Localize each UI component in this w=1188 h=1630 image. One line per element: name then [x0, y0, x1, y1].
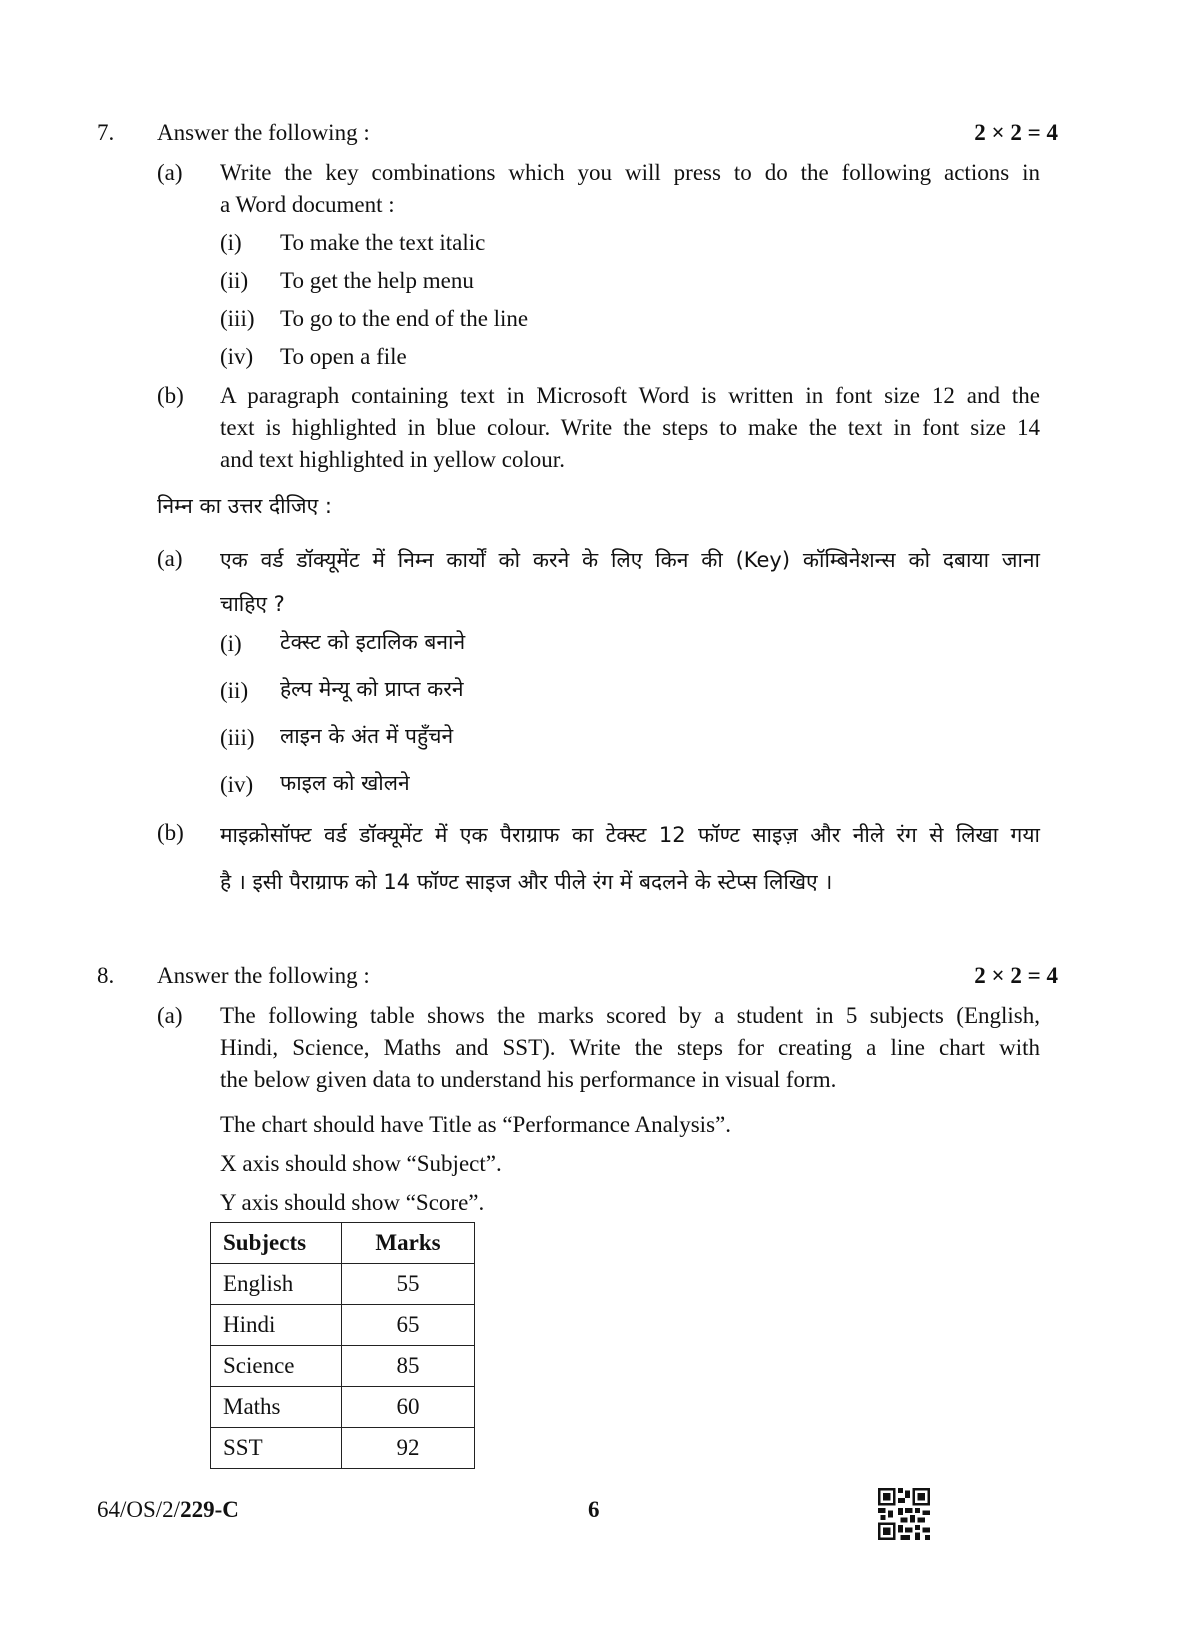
cell-marks: 60: [342, 1387, 475, 1428]
cell-marks: 92: [342, 1428, 475, 1469]
q7b-text: [220, 380, 1040, 476]
q7a-item4-num: (iv): [220, 344, 254, 369]
q7a-item2-num: (ii): [220, 268, 249, 293]
q7-hindi-a-label: (a): [157, 546, 183, 571]
q7-hindi-a-text: [220, 538, 1040, 626]
cell-subject: Hindi: [211, 1305, 342, 1346]
header-subjects: Subjects: [211, 1223, 342, 1264]
table-row: [211, 1264, 475, 1305]
q7a-item3-num: (iii): [220, 306, 255, 331]
cell-marks: 85: [342, 1346, 475, 1387]
q7-hindi-b-label: (b): [157, 820, 184, 845]
q7-marks: 2 × 2 = 4: [974, 120, 1058, 145]
cell-subject: SST: [211, 1428, 342, 1469]
q7a-item1-num: (i): [220, 230, 242, 255]
q7-hindi-b-line1: माइक्रोसॉफ्ट वर्ड डॉक्यूमेंट में एक पैराग्राफ का टेक्स्ट 12 फॉण्ट साइज़ और नीले रंग से लिखा गया: [220, 823, 1040, 847]
header-marks: Marks: [342, 1223, 475, 1264]
q7a-line1: Write the key combinations which you will press to do the following actions in: [220, 160, 1040, 185]
q7b-label: (b): [157, 383, 184, 408]
q7a-item3-text: To go to the end of the line: [280, 306, 529, 331]
q8-number: 8.: [97, 963, 115, 988]
q7b-line1: A paragraph containing text in Microsoft Word is written in font size 12 and the: [220, 383, 1040, 408]
q8a-label: (a): [157, 1003, 183, 1028]
q7-hindi-prompt: निम्न का उत्तर दीजिए :: [157, 494, 333, 518]
q7a-item1-text: To make the text italic: [280, 230, 486, 255]
q7-hindi-a-line1: एक वर्ड डॉक्यूमेंट में निम्न कार्यों को करने के लिए किन की (Key) कॉम्बिनेशन्स को दबाया जाना: [220, 548, 1040, 572]
q7b-line3: and text highlighted in yellow colour.: [220, 447, 565, 472]
page-number: 6: [588, 1497, 600, 1522]
q8a-y-line: Y axis should show “Score”.: [220, 1190, 485, 1215]
q7a-text: [220, 157, 1040, 221]
q8a-line1: The following table shows the marks scored by a student in 5 subjects (English,: [220, 1003, 1040, 1028]
q7a-item4-text: To open a file: [280, 344, 407, 369]
q7-hindi-b-text: [220, 812, 1040, 906]
qr-code-icon: [878, 1488, 930, 1540]
paper-code-prefix: 64/OS/2/: [97, 1497, 181, 1522]
cell-marks: 55: [342, 1264, 475, 1305]
cell-marks: 65: [342, 1305, 475, 1346]
q7-hindi-item1-num: (i): [220, 631, 242, 656]
table-header-row: [211, 1223, 475, 1264]
q7-hindi-item4-num: (iv): [220, 772, 254, 797]
q7-hindi-b-line2: है । इसी पैराग्राफ को 14 फॉण्ट साइज और पीले रंग में बदलने के स्टेप्स लिखिए ।: [220, 870, 833, 894]
q7-hindi-item3-num: (iii): [220, 725, 255, 750]
marks-table: [210, 1222, 475, 1469]
q7a-item2-text: To get the help menu: [280, 268, 474, 293]
q7-hindi-a-line2: चाहिए ?: [220, 592, 285, 616]
table-row: [211, 1346, 475, 1387]
table-row: [211, 1387, 475, 1428]
q7b-line2: text is highlighted in blue colour. Write the steps to make the text in font size 14: [220, 415, 1040, 440]
q8a-line2: Hindi, Science, Maths and SST). Write the steps for creating a line chart with: [220, 1035, 1040, 1060]
q7-hindi-item2-num: (ii): [220, 678, 249, 703]
q8a-x-line: X axis should show “Subject”.: [220, 1151, 502, 1176]
q7-number: 7.: [97, 120, 115, 145]
cell-subject: English: [211, 1264, 342, 1305]
q7-hindi-item1-text: टेक्स्ट को इटालिक बनाने: [280, 630, 466, 654]
cell-subject: Maths: [211, 1387, 342, 1428]
table-row: [211, 1305, 475, 1346]
q8a-title-line: The chart should have Title as “Performance Analysis”.: [220, 1112, 731, 1137]
q7a-label: (a): [157, 160, 183, 185]
q8a-text: [220, 1000, 1040, 1096]
q7-hindi-item3-text: लाइन के अंत में पहुँचने: [280, 724, 454, 748]
table-row: [211, 1428, 475, 1469]
q7a-line2: a Word document :: [220, 192, 395, 217]
paper-code-bold: 229-C: [180, 1497, 239, 1522]
q7-prompt: Answer the following :: [157, 120, 370, 145]
q8-marks: 2 × 2 = 4: [974, 963, 1058, 988]
q7-hindi-item4-text: फाइल को खोलने: [280, 771, 410, 795]
cell-subject: Science: [211, 1346, 342, 1387]
q8-prompt: Answer the following :: [157, 963, 370, 988]
q7-hindi-item2-text: हेल्प मेन्यू को प्राप्त करने: [280, 677, 464, 701]
paper-code: [97, 1494, 239, 1526]
q8a-line3: the below given data to understand his performance in visual form.: [220, 1067, 837, 1092]
